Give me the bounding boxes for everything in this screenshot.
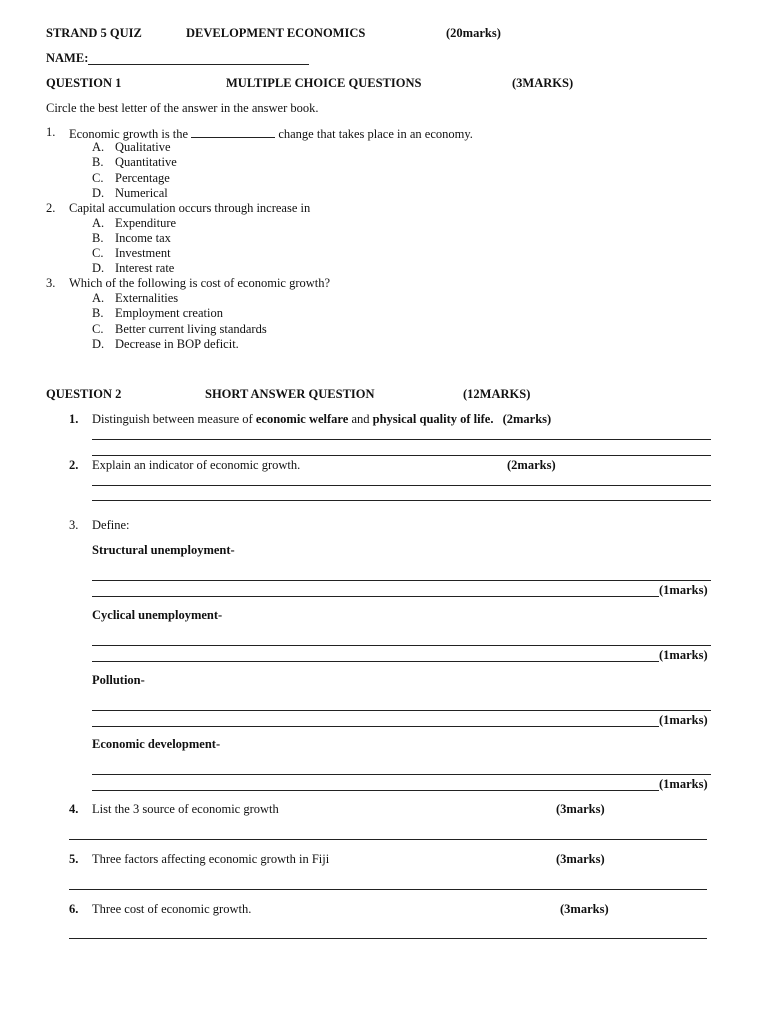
name-answer-line[interactable] — [88, 64, 309, 65]
question-marks: (2marks) — [502, 412, 552, 426]
option-text: Income tax — [115, 231, 171, 245]
mcq-number: 1. — [46, 125, 56, 139]
option-letter[interactable]: D. — [92, 337, 105, 351]
question-marks: (3marks) — [556, 852, 605, 866]
answer-line[interactable] — [92, 790, 659, 791]
option-letter[interactable]: B. — [92, 306, 104, 320]
question-text-part: Distinguish between measure of — [92, 412, 253, 426]
option-text: Externalities — [115, 291, 179, 305]
mcq-number: 3. — [46, 276, 56, 290]
question-marks: (2marks) — [507, 458, 556, 472]
term-marks: (1marks) — [659, 583, 708, 597]
define-term: Economic development- — [92, 737, 221, 751]
answer-line[interactable] — [69, 938, 707, 939]
question-text-bold: physical quality of life. — [372, 412, 494, 426]
option-letter[interactable]: A. — [92, 140, 105, 154]
define-term: Pollution- — [92, 673, 145, 687]
option-letter[interactable]: C. — [92, 322, 104, 336]
option-text: Investment — [115, 246, 171, 260]
option-text: Percentage — [115, 171, 170, 185]
option-text: Employment creation — [115, 306, 223, 320]
mcq-stem: Capital accumulation occurs through increase in — [69, 201, 311, 215]
q2-label: QUESTION 2 — [46, 387, 122, 401]
question-number: 5. — [69, 852, 79, 866]
mcq-blank-line — [191, 126, 275, 138]
subject-title: DEVELOPMENT ECONOMICS — [186, 26, 366, 40]
option-letter[interactable]: D. — [92, 261, 105, 275]
term-marks: (1marks) — [659, 648, 708, 662]
answer-line[interactable] — [92, 580, 711, 581]
mcq-stem-part: change that takes place in an economy. — [278, 127, 473, 141]
term-marks: (1marks) — [659, 777, 708, 791]
option-text: Interest rate — [115, 261, 175, 275]
q1-instruction: Circle the best letter of the answer in the answer book. — [46, 101, 319, 115]
answer-line[interactable] — [92, 596, 659, 597]
option-letter[interactable]: D. — [92, 186, 105, 200]
answer-line[interactable] — [92, 500, 711, 501]
option-letter[interactable]: A. — [92, 216, 105, 230]
answer-line[interactable] — [69, 839, 707, 840]
answer-line[interactable] — [92, 726, 659, 727]
define-term: Structural unemployment- — [92, 543, 235, 557]
question-text: Three factors affecting economic growth in Fiji — [92, 852, 330, 866]
question-marks: (3marks) — [560, 902, 609, 916]
question-marks: (3marks) — [556, 802, 605, 816]
option-text: Numerical — [115, 186, 168, 200]
q2-title: SHORT ANSWER QUESTION — [205, 387, 375, 401]
mcq-stem: Which of the following is cost of economic growth? — [69, 276, 331, 290]
option-text: Expenditure — [115, 216, 177, 230]
option-letter[interactable]: C. — [92, 171, 104, 185]
question-text: Three cost of economic growth. — [92, 902, 252, 916]
question-text-part: and — [351, 412, 370, 426]
term-marks: (1marks) — [659, 713, 708, 727]
answer-line[interactable] — [92, 710, 711, 711]
answer-line[interactable] — [69, 889, 707, 890]
mcq-number: 2. — [46, 201, 56, 215]
question-number: 1. — [69, 412, 79, 426]
q1-marks: (3MARKS) — [512, 76, 574, 90]
q1-label: QUESTION 1 — [46, 76, 122, 90]
option-letter[interactable]: B. — [92, 155, 104, 169]
question-text: Explain an indicator of economic growth. — [92, 458, 301, 472]
option-text: Qualitative — [115, 140, 171, 154]
answer-line[interactable] — [92, 485, 711, 486]
question-text-bold: economic welfare — [255, 412, 349, 426]
answer-line[interactable] — [92, 645, 711, 646]
option-letter[interactable]: A. — [92, 291, 105, 305]
question-text: Define: — [92, 518, 130, 532]
question-number: 4. — [69, 802, 79, 816]
question-text: List the 3 source of economic growth — [92, 802, 279, 816]
mcq-stem-part: Economic growth is the — [69, 127, 189, 141]
quiz-title: STRAND 5 QUIZ — [46, 26, 142, 40]
answer-line[interactable] — [92, 774, 711, 775]
answer-line[interactable] — [92, 439, 711, 440]
q1-title: MULTIPLE CHOICE QUESTIONS — [226, 76, 422, 90]
question-text — [92, 413, 551, 426]
define-term: Cyclical unemployment- — [92, 608, 223, 622]
question-number: 6. — [69, 902, 79, 916]
option-letter[interactable]: B. — [92, 231, 104, 245]
name-label: NAME: — [46, 51, 89, 65]
option-text: Better current living standards — [115, 322, 267, 336]
question-number: 3. — [69, 518, 79, 532]
option-text: Quantitative — [115, 155, 177, 169]
option-text: Decrease in BOP deficit. — [115, 337, 239, 351]
total-marks: (20marks) — [446, 26, 501, 40]
answer-line[interactable] — [92, 661, 659, 662]
q2-marks: (12MARKS) — [463, 387, 531, 401]
mcq-stem — [69, 126, 473, 141]
answer-line[interactable] — [92, 455, 711, 456]
question-number: 2. — [69, 458, 79, 472]
option-letter[interactable]: C. — [92, 246, 104, 260]
